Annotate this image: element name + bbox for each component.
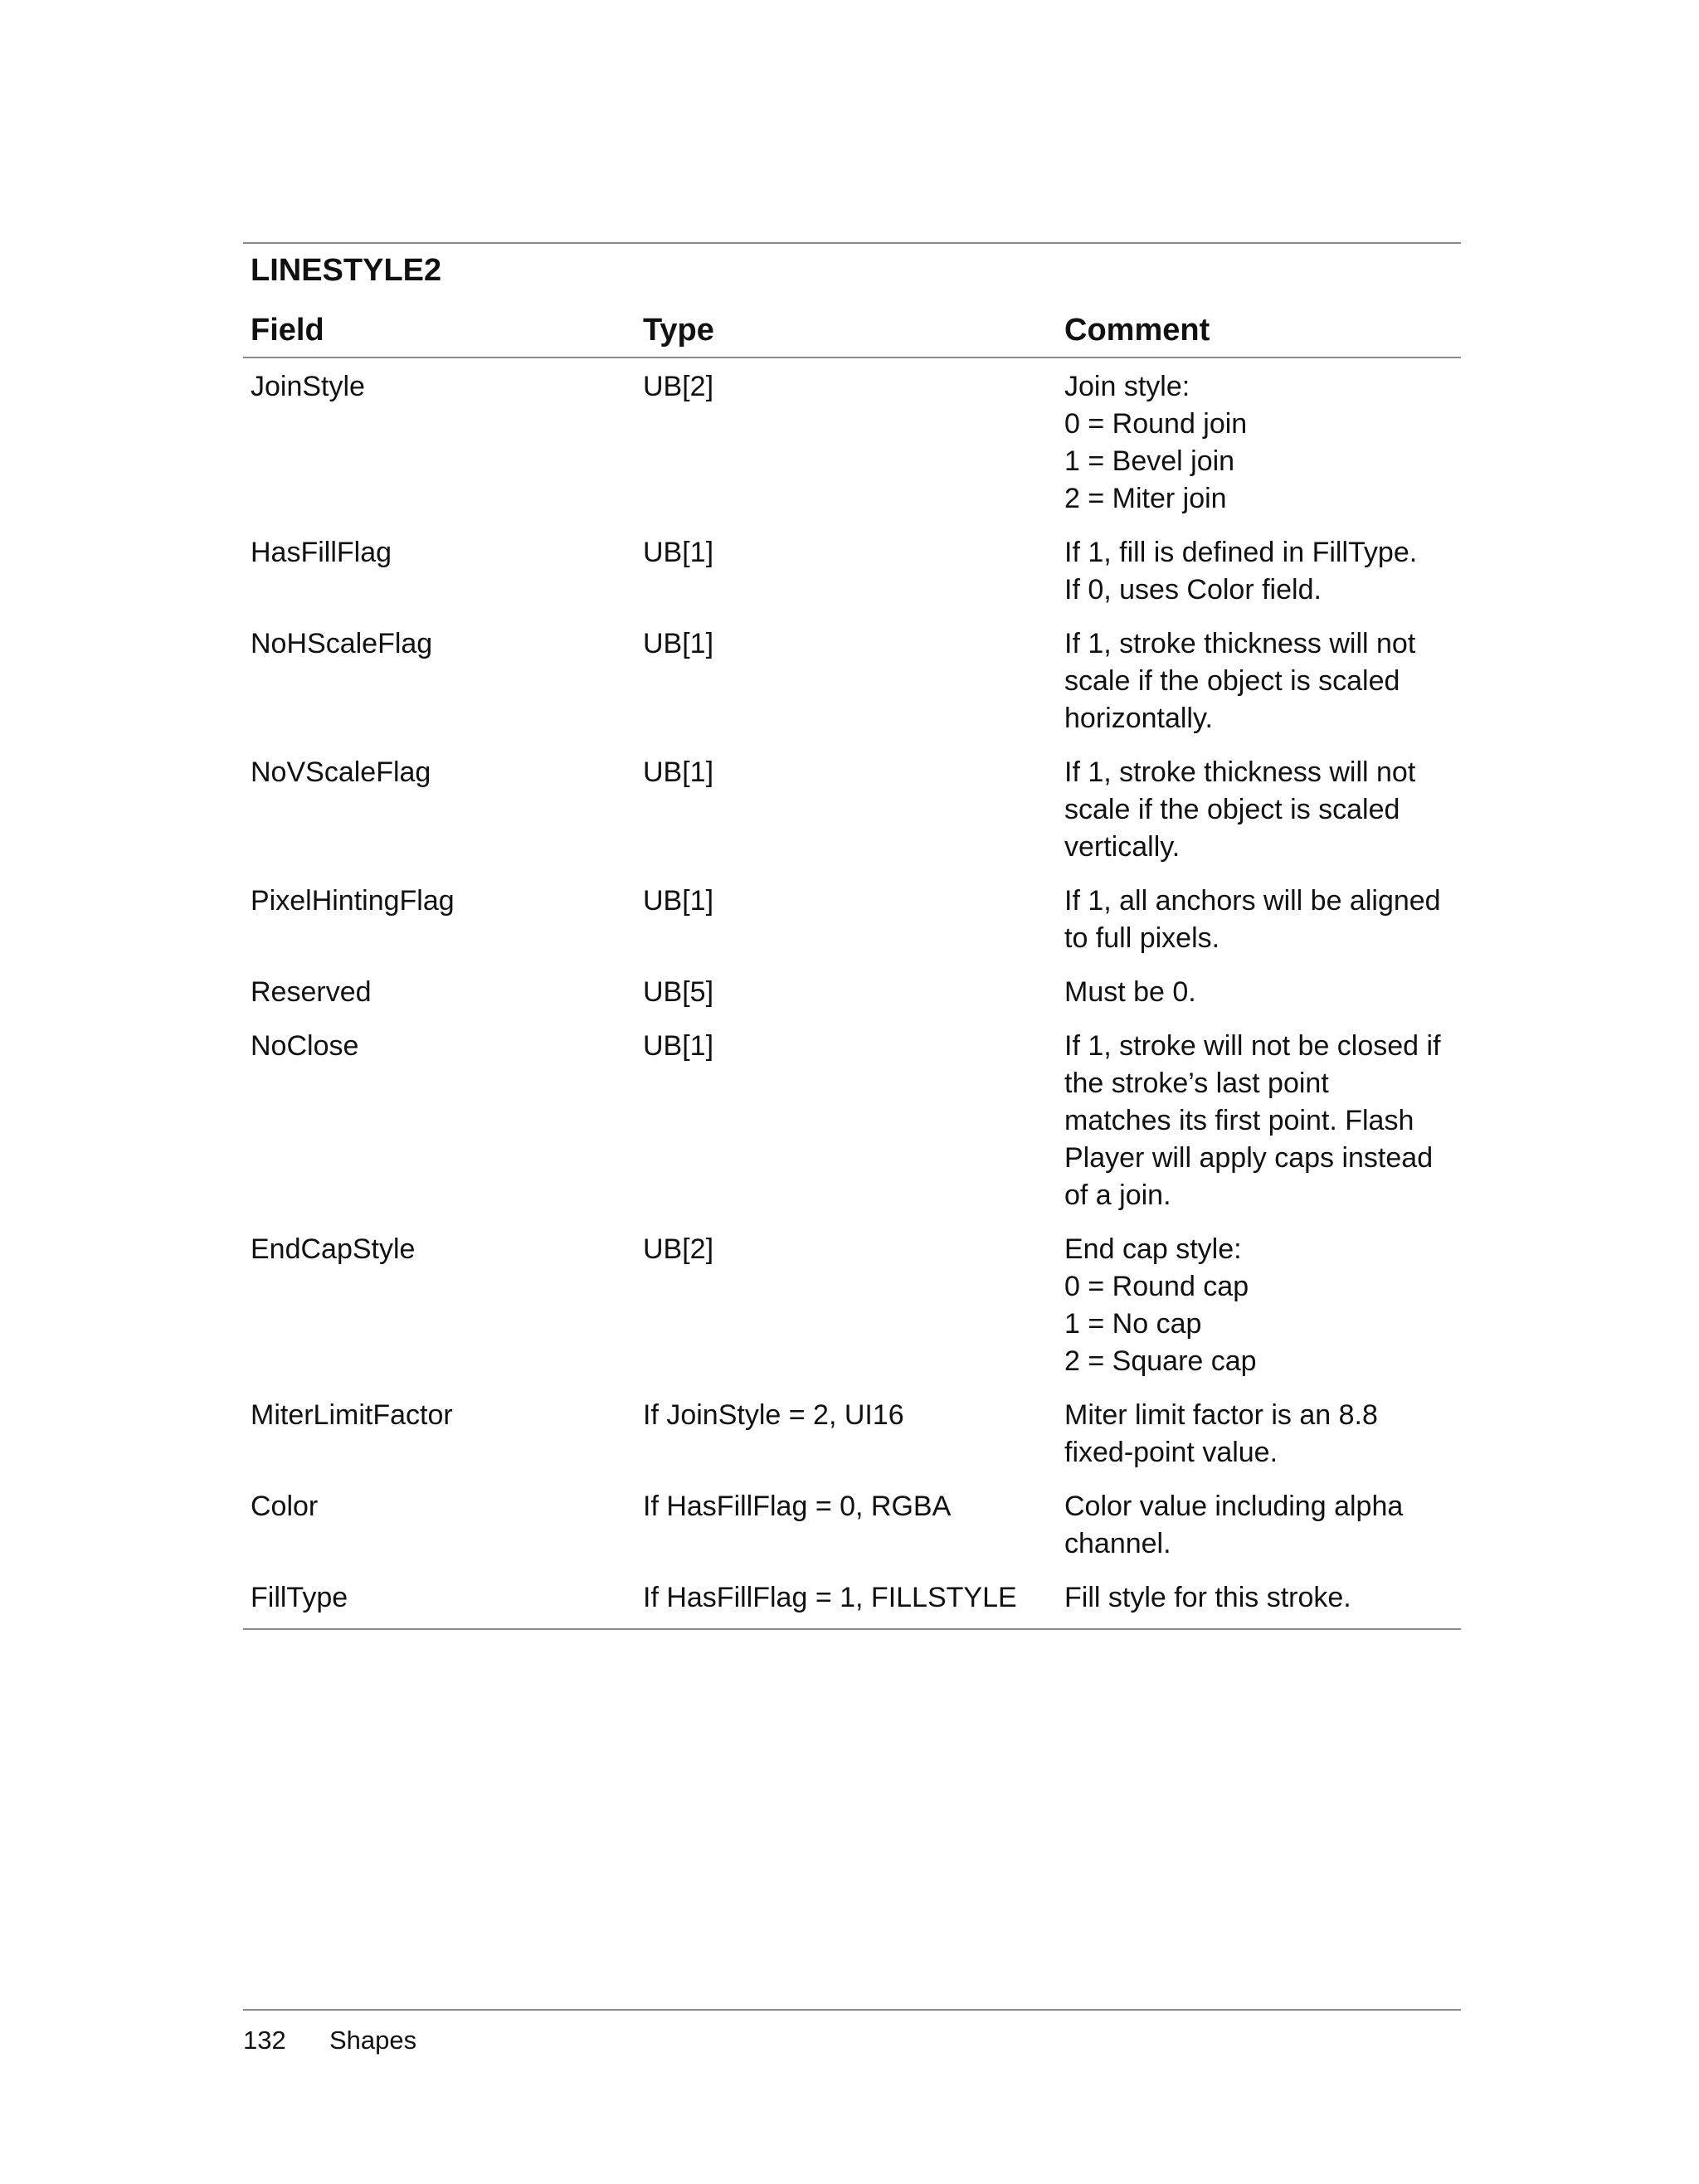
comment-cell: Fill style for this stroke. xyxy=(1064,1582,1351,1613)
page-number: 132 xyxy=(243,2026,286,2055)
comment-cell: If 1, fill is defined in FillType. If 0, uses Color field. xyxy=(1064,537,1418,606)
type-cell: If HasFillFlag = 0, RGBA xyxy=(643,1491,952,1522)
table-row xyxy=(243,883,1461,957)
comment-cell: Must be 0. xyxy=(1064,976,1196,1008)
table-row xyxy=(243,754,1461,866)
table-row xyxy=(243,1579,1461,1617)
table-body xyxy=(243,358,1461,1617)
type-cell: UB[5] xyxy=(643,976,714,1008)
table-row xyxy=(243,534,1461,609)
header-comment: Comment xyxy=(1064,313,1210,348)
field-cell: NoVScaleFlag xyxy=(251,756,431,788)
comment-cell: If 1, stroke thickness will not scale if the object is scaled horizontally. xyxy=(1064,628,1416,734)
field-cell: EndCapStyle xyxy=(251,1233,416,1265)
type-cell: UB[1] xyxy=(643,1030,714,1062)
table-title: LINESTYLE2 xyxy=(251,253,442,288)
comment-cell: Miter limit factor is an 8.8 fixed-point value. xyxy=(1064,1399,1378,1468)
field-cell: Color xyxy=(251,1491,319,1522)
table-row xyxy=(243,974,1461,1011)
table-row xyxy=(243,1488,1461,1563)
field-cell: MiterLimitFactor xyxy=(251,1399,453,1431)
linestyle2-table xyxy=(243,242,1461,1630)
type-cell: UB[1] xyxy=(643,885,714,917)
comment-cell: Join style: 0 = Round join 1 = Bevel join 2 = Miter join xyxy=(1064,371,1248,514)
header-type: Type xyxy=(643,313,714,348)
type-cell: UB[1] xyxy=(643,628,714,659)
field-cell: Reserved xyxy=(251,976,372,1008)
comment-cell: If 1, all anchors will be aligned to full pixels. xyxy=(1064,885,1441,954)
table-row xyxy=(243,1231,1461,1380)
field-cell: NoHScaleFlag xyxy=(251,628,433,659)
field-cell: NoClose xyxy=(251,1030,359,1062)
field-cell: JoinStyle xyxy=(251,371,365,402)
comment-cell: If 1, stroke will not be closed if the stroke’s last point matches its first point. Flash Player will apply caps instead of a join. xyxy=(1064,1030,1441,1211)
field-cell: FillType xyxy=(251,1582,348,1613)
table-row xyxy=(243,625,1461,737)
type-cell: UB[1] xyxy=(643,537,714,568)
table-bottom-rule xyxy=(243,1628,1461,1630)
field-cell: PixelHintingFlag xyxy=(251,885,455,917)
comment-cell: If 1, stroke thickness will not scale if the object is scaled vertically. xyxy=(1064,756,1416,863)
section-name: Shapes xyxy=(329,2026,417,2055)
type-cell: UB[2] xyxy=(643,1233,714,1265)
type-cell: If JoinStyle = 2, UI16 xyxy=(643,1399,904,1431)
field-cell: HasFillFlag xyxy=(251,537,392,568)
table-row xyxy=(243,1028,1461,1214)
comment-cell: Color value including alpha channel. xyxy=(1064,1491,1404,1559)
header-field: Field xyxy=(251,313,324,348)
table-row xyxy=(243,1397,1461,1471)
comment-cell: End cap style: 0 = Round cap 1 = No cap 2 = Square cap xyxy=(1064,1233,1257,1377)
type-cell: If HasFillFlag = 1, FILLSTYLE xyxy=(643,1582,1017,1613)
page-footer xyxy=(243,2009,1461,2057)
type-cell: UB[2] xyxy=(643,371,714,402)
table-row xyxy=(243,368,1461,518)
table-header-row xyxy=(243,294,1461,358)
type-cell: UB[1] xyxy=(643,756,714,788)
